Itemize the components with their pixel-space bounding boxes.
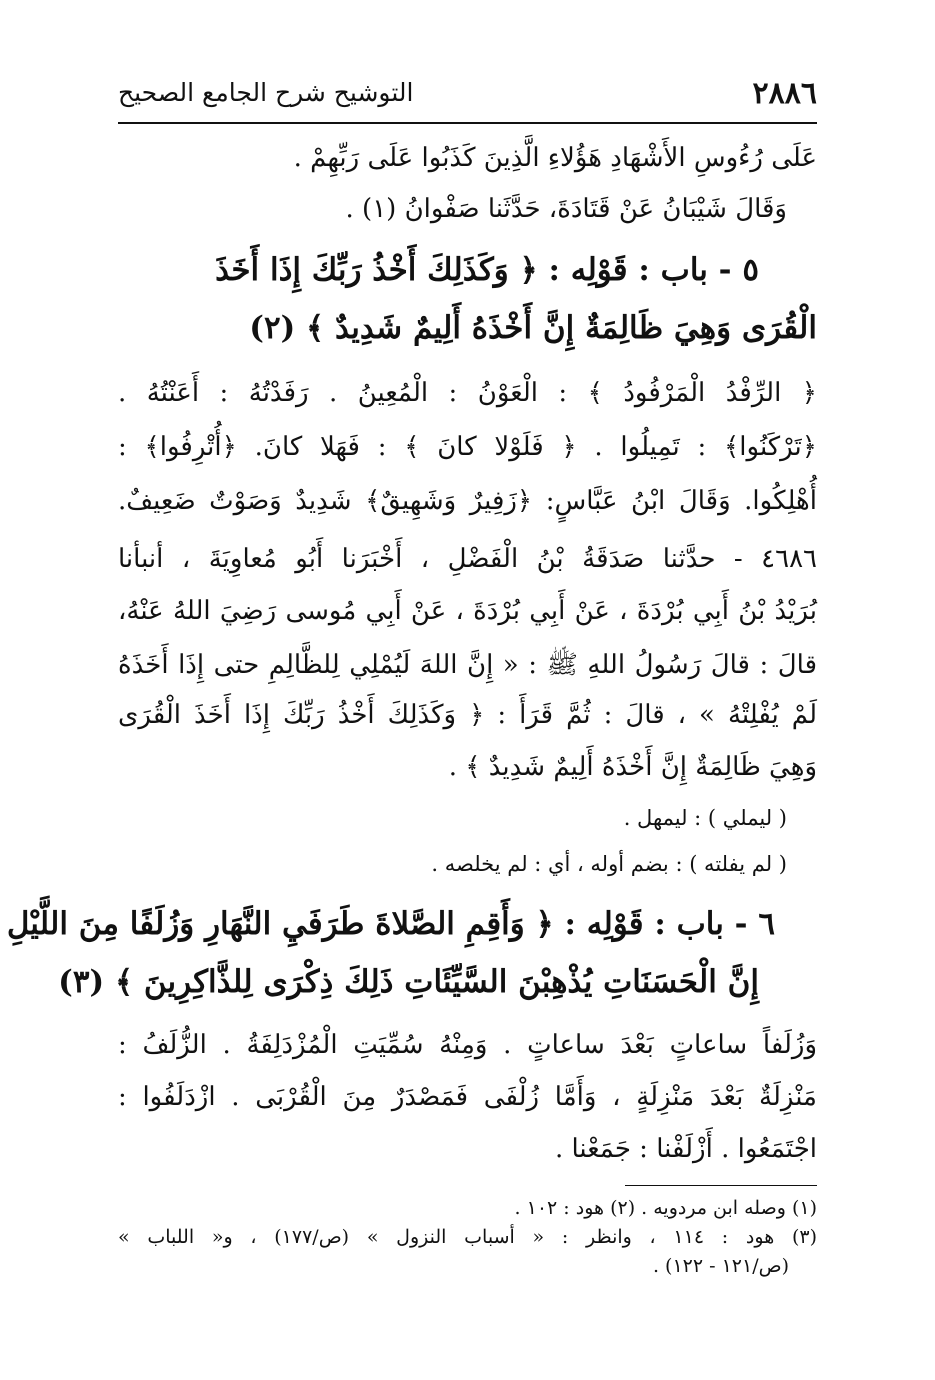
hadith-line: وَهِيَ ظَالِمَةٌ إِنَّ أَخْذَهُ أَلِيمٌ شَدِيدٌ ﴾ .: [448, 752, 817, 782]
text-line: عَلَى رُءُوسِ الأَشْهَادِ هَؤُلاءِ الَّذِينَ كَذَبُوا عَلَى رَبِّهِمْ .: [293, 143, 817, 173]
footnote: (١) وصله ابن مردويه . (٢) هود : ١٠٢ .: [514, 1197, 817, 1219]
page-number: ٢٨٨٦: [752, 76, 817, 111]
text-line: وَزُلَفاً ساعاتٍ بَعْدَ ساعاتٍ . وَمِنْهُ سُمِّيَتِ الْمُزْدَلِفَةُ . الزُّلَفُ :: [118, 1030, 817, 1060]
hadith-line: قالَ : قالَ رَسُولُ اللهِ ﷺ : « إِنَّ اللهَ لَيُمْلِي لِلظَّالِمِ حتى إِذَا أَخَذَهُ: [118, 650, 817, 680]
header-divider: [118, 122, 817, 124]
footnote: (ص/١٢١ - ١٢٢) .: [652, 1255, 789, 1277]
footnote: (٣) هود : ١١٤ ، وانظر : « أسباب النزول » (ص/١٧٧) ، و« اللباب »: [118, 1226, 817, 1248]
running-title: التوشيح شرح الجامع الصحيح: [118, 78, 414, 107]
text-line: اجْتَمَعُوا . أَزْلَفْنا : جَمَعْنا .: [554, 1134, 817, 1164]
gloss-line: ( لم يفلته ) : بضم أوله ، أي : لم يخلصه .: [431, 852, 787, 876]
gloss-line: ( ليملي ) : ليمهل .: [623, 806, 787, 830]
hadith-line: لَمْ يُفْلِتْهُ » ، قالَ : ثُمَّ قَرَأَ : ﴿ وَكَذَلِكَ أَخْذُ رَبِّكَ إِذَا أَخَذَ الْقُرَى: [118, 700, 817, 730]
hadith-line: بُرَيْدُ بْنُ أَبِي بُرْدَةَ ، عَنْ أَبِي بُرْدَةَ ، عَنْ أَبِي مُوسى رَضِيَ اللهُ عَنْهُ،: [118, 596, 817, 626]
chapter-heading: ٦ - باب : قَوْلِه : ﴿ وَأَقِمِ الصَّلاةَ طَرَفَيِ النَّهَارِ وَزُلَفًا مِنَ اللَّيْلِ: [6, 906, 775, 942]
text-line: أُهْلِكُوا. وَقَالَ ابْنُ عَبَّاسٍ: ﴿زَفِيرٌ وَشَهِيقٌ﴾ شَدِيدٌ وَصَوْتٌ ضَعِيفٌ.: [118, 486, 817, 516]
text-line: مَنْزِلَةٌ بَعْدَ مَنْزِلَةٍ ، وَأَمَّا زُلْفَى فَمَصْدَرٌ مِنَ الْقُرْبَى . ازْدَلَفُوا :: [118, 1082, 817, 1112]
chapter-heading: ٥ - باب : قَوْلِه : ﴿ وَكَذَلِكَ أَخْذُ رَبِّكَ إِذَا أَخَذَ: [215, 252, 759, 288]
text-line: ﴿ الرِّفْدُ الْمَرْفُودُ ﴾ : الْعَوْنُ : الْمُعِينُ . رَفَدْتُهُ : أَعَنْتُهُ .: [118, 378, 817, 408]
text-line: ﴿تَرْكَنُوا﴾ : تَمِيلُوا . ﴿ فَلَوْلا كانَ ﴾ : فَهَلا كانَ. ﴿أُتْرِفُوا﴾ :: [118, 432, 817, 462]
text-line: وَقَالَ شَيْبَانُ عَنْ قَتَادَةَ، حَدَّثَنا صَفْوانُ (١) .: [345, 194, 787, 224]
chapter-heading: الْقُرَى وَهِيَ ظَالِمَةٌ إِنَّ أَخْذَهُ أَلِيمٌ شَدِيدٌ ﴾ (٢): [249, 310, 817, 346]
chapter-heading: إِنَّ الْحَسَنَاتِ يُذْهِبْنَ السَّيِّئَاتِ ذَلِكَ ذِكْرَى لِلذَّاكِرِينَ ﴾ (٣): [58, 964, 759, 1000]
hadith-line: ٤٦٨٦ - حدَّثنا صَدَقَةُ بْنُ الْفَضْلِ ، أَخْبَرَنا أَبُو مُعاوِيَةَ ، أنبأنا: [118, 544, 817, 574]
footnote-divider: [625, 1185, 817, 1186]
page-header: [118, 76, 817, 114]
